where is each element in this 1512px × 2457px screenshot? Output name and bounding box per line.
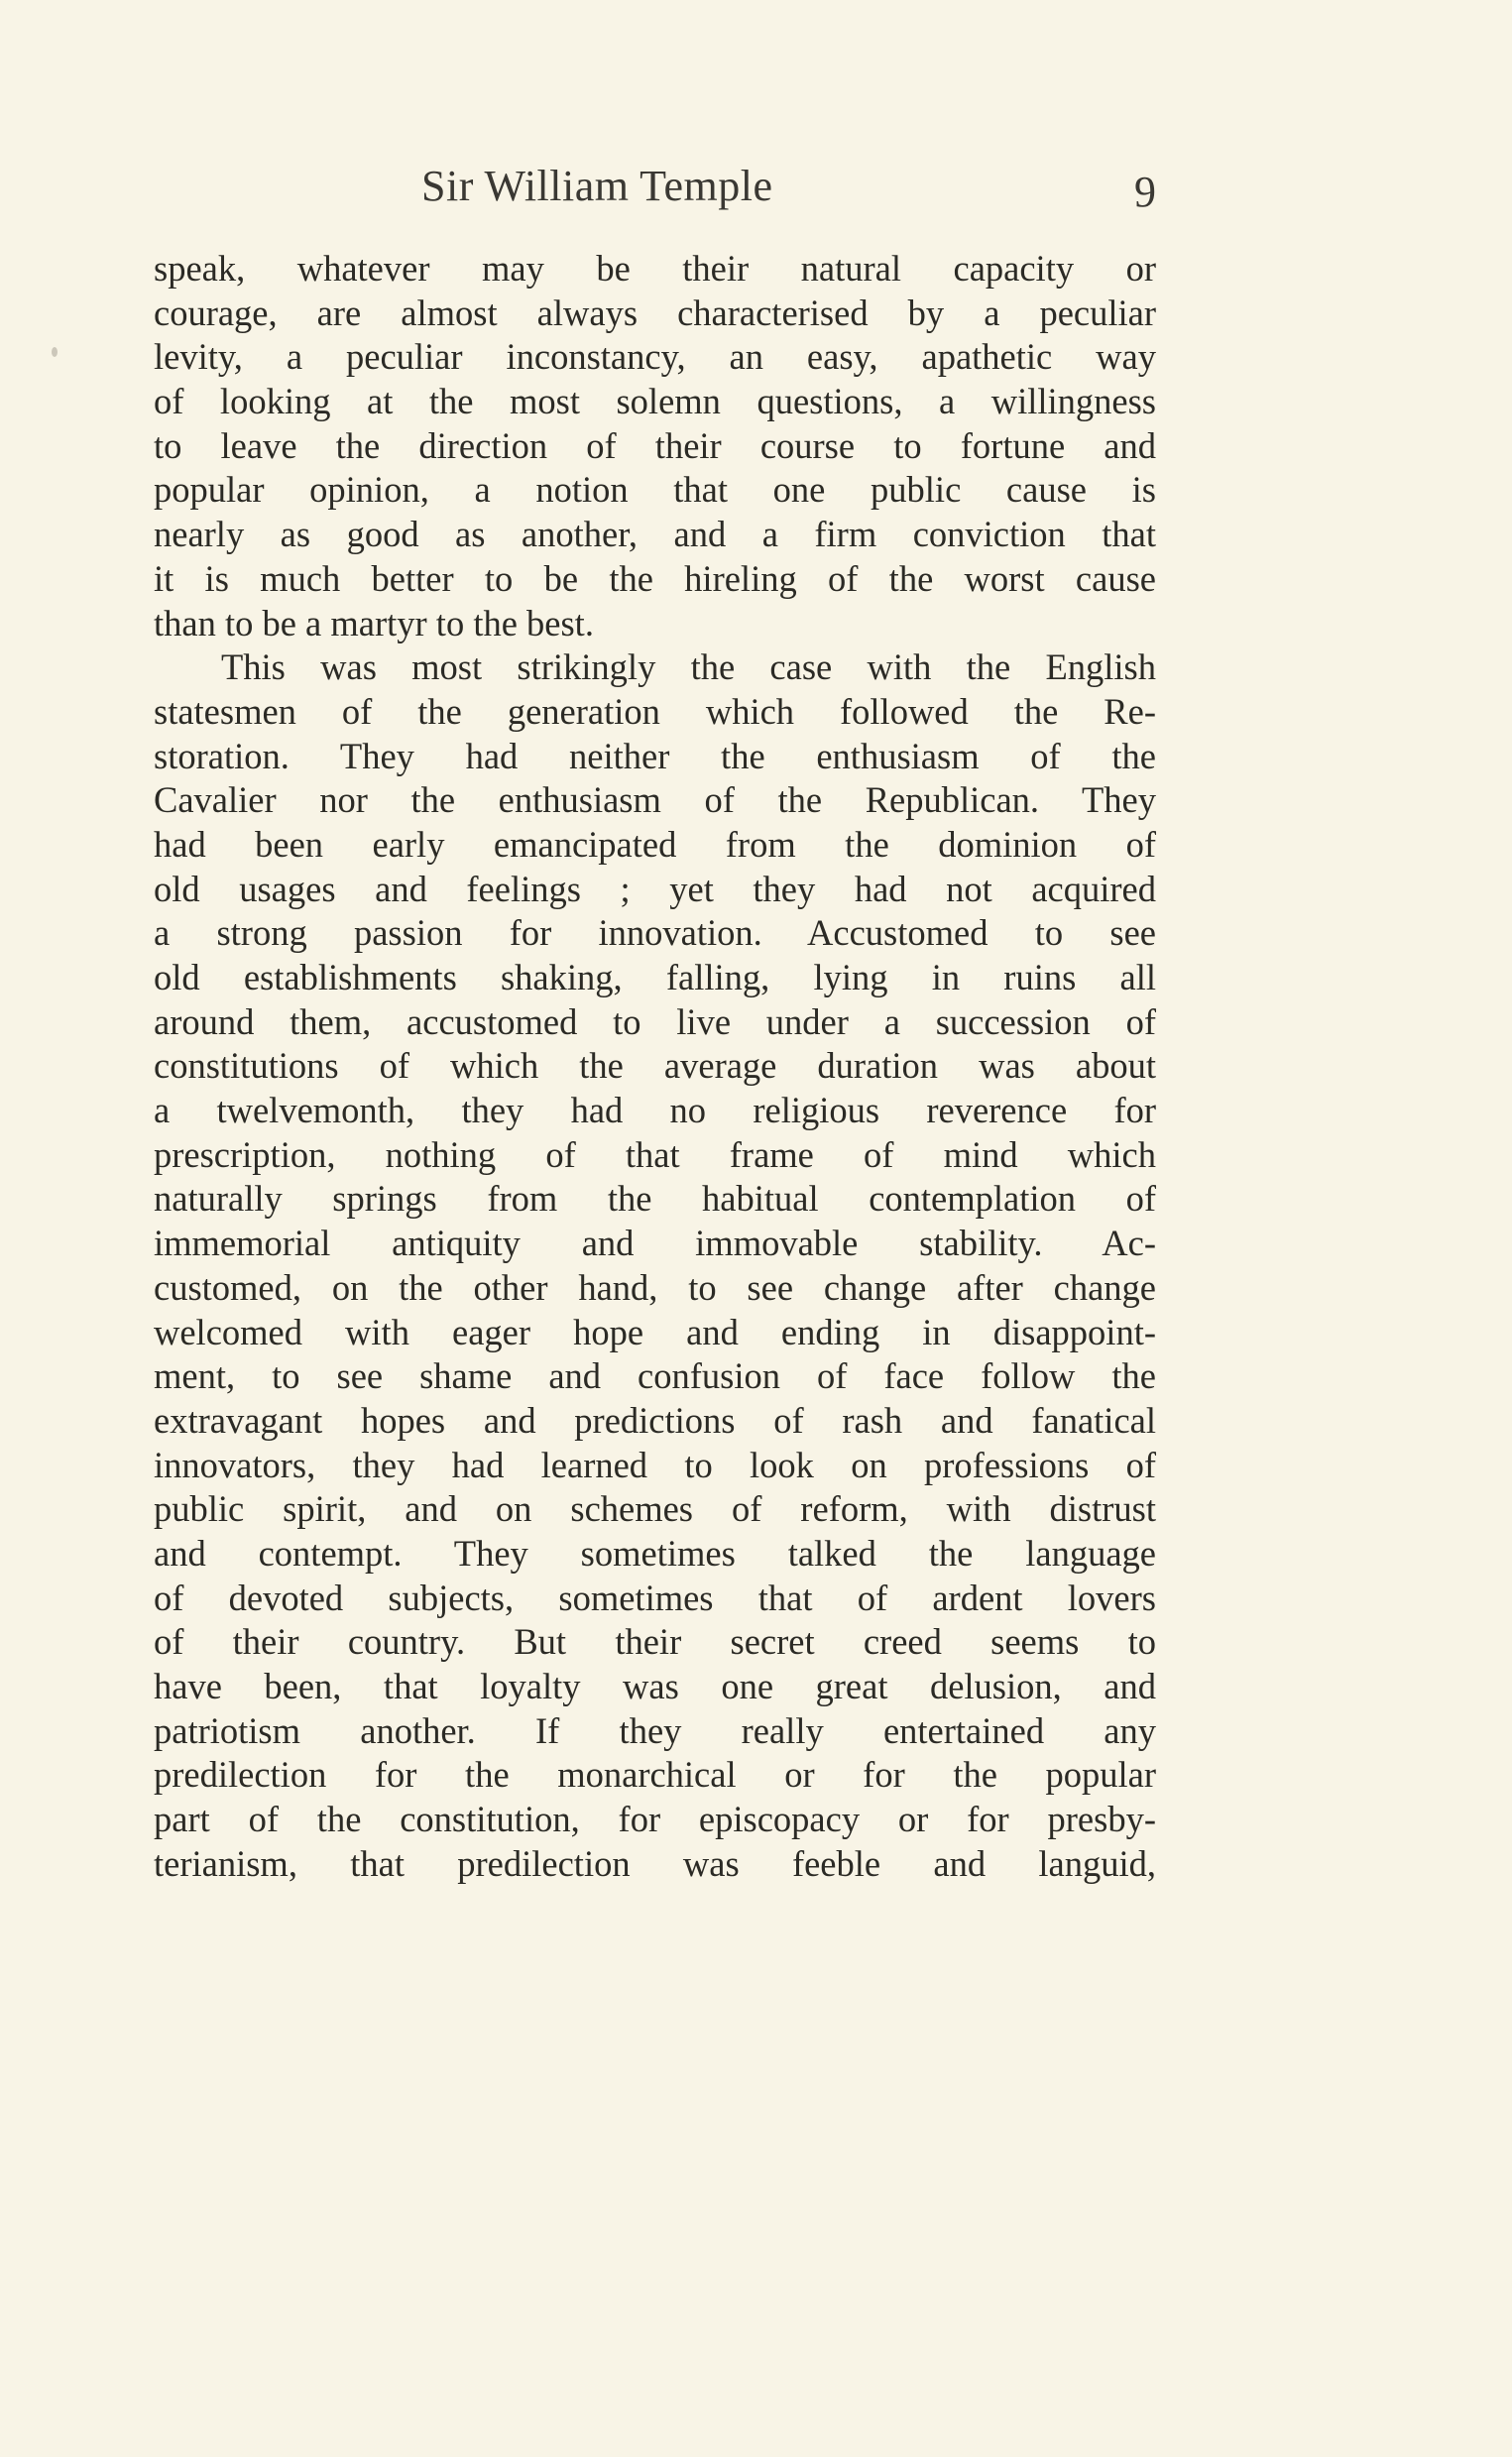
text-line: a twelvemonth, they had no religious reverence for (154, 1090, 1156, 1131)
text-line: patriotism another. If they really entertained any (154, 1709, 1156, 1751)
text-line: and contempt. They sometimes talked the language (154, 1532, 1156, 1574)
text-line: naturally springs from the habitual contemplation of (154, 1178, 1156, 1220)
text-line: popular opinion, a notion that one public cause is (154, 469, 1156, 511)
paragraph-start-line: This was most strikingly the case with the English (221, 646, 1156, 688)
text-line: storation. They had neither the enthusiasm of the (154, 735, 1156, 776)
text-line: predilection for the monarchical or for the popular (154, 1754, 1156, 1796)
text-line: innovators, they had learned to look on professions of (154, 1444, 1156, 1485)
text-line: had been early emancipated from the dominion of (154, 823, 1156, 865)
text-line: of looking at the most solemn questions, a willingness (154, 381, 1156, 422)
text-line: it is much better to be the hireling of the worst cause (154, 557, 1156, 599)
text-line: customed, on the other hand, to see change after change (154, 1266, 1156, 1308)
text-line: courage, are almost always characterised by a peculiar (154, 292, 1156, 333)
text-line: ment, to see shame and confusion of face follow the (154, 1355, 1156, 1397)
running-title: Sir William Temple (421, 162, 773, 210)
text-line: old establishments shaking, falling, lying in ruins all (154, 957, 1156, 997)
text-line: have been, that loyalty was one great delusion, and (154, 1666, 1156, 1706)
page-number: 9 (1134, 168, 1156, 216)
text-line: to leave the direction of their course to fortune and (154, 424, 1156, 466)
text-line: prescription, nothing of that frame of mind which (154, 1133, 1156, 1175)
text-line: speak, whatever may be their natural capacity or (154, 248, 1156, 289)
text-line: old usages and feelings ; yet they had not acquired (154, 868, 1156, 909)
body-text (154, 247, 1156, 1886)
text-line: public spirit, and on schemes of reform, with distrust (154, 1488, 1156, 1530)
text-line: of devoted subjects, sometimes that of ardent lovers (154, 1577, 1156, 1618)
text-line: levity, a peculiar inconstancy, an easy, apathetic way (154, 336, 1156, 378)
text-line: around them, accustomed to live under a succession of (154, 1000, 1156, 1042)
paragraph-end-line: than to be a martyr to the best. (154, 602, 594, 644)
text-line: welcomed with eager hope and ending in disappoint- (154, 1311, 1156, 1352)
running-head (154, 157, 1156, 216)
text-line: of their country. But their secret creed seems to (154, 1621, 1156, 1663)
text-line: immemorial antiquity and immovable stability. Ac- (154, 1223, 1156, 1264)
text-line: constitutions of which the average duration was about (154, 1045, 1156, 1087)
text-line: statesmen of the generation which followed the Re- (154, 690, 1156, 732)
paper-speck (52, 347, 58, 357)
text-line: terianism, that predilection was feeble and languid, (154, 1842, 1156, 1884)
text-line: a strong passion for innovation. Accustomed to see (154, 912, 1156, 954)
text-line: part of the constitution, for episcopacy or for presby- (154, 1799, 1156, 1840)
text-line: Cavalier nor the enthusiasm of the Republican. They (154, 779, 1156, 821)
text-line: extravagant hopes and predictions of rash and fanatical (154, 1399, 1156, 1441)
text-line: nearly as good as another, and a firm conviction that (154, 514, 1156, 555)
